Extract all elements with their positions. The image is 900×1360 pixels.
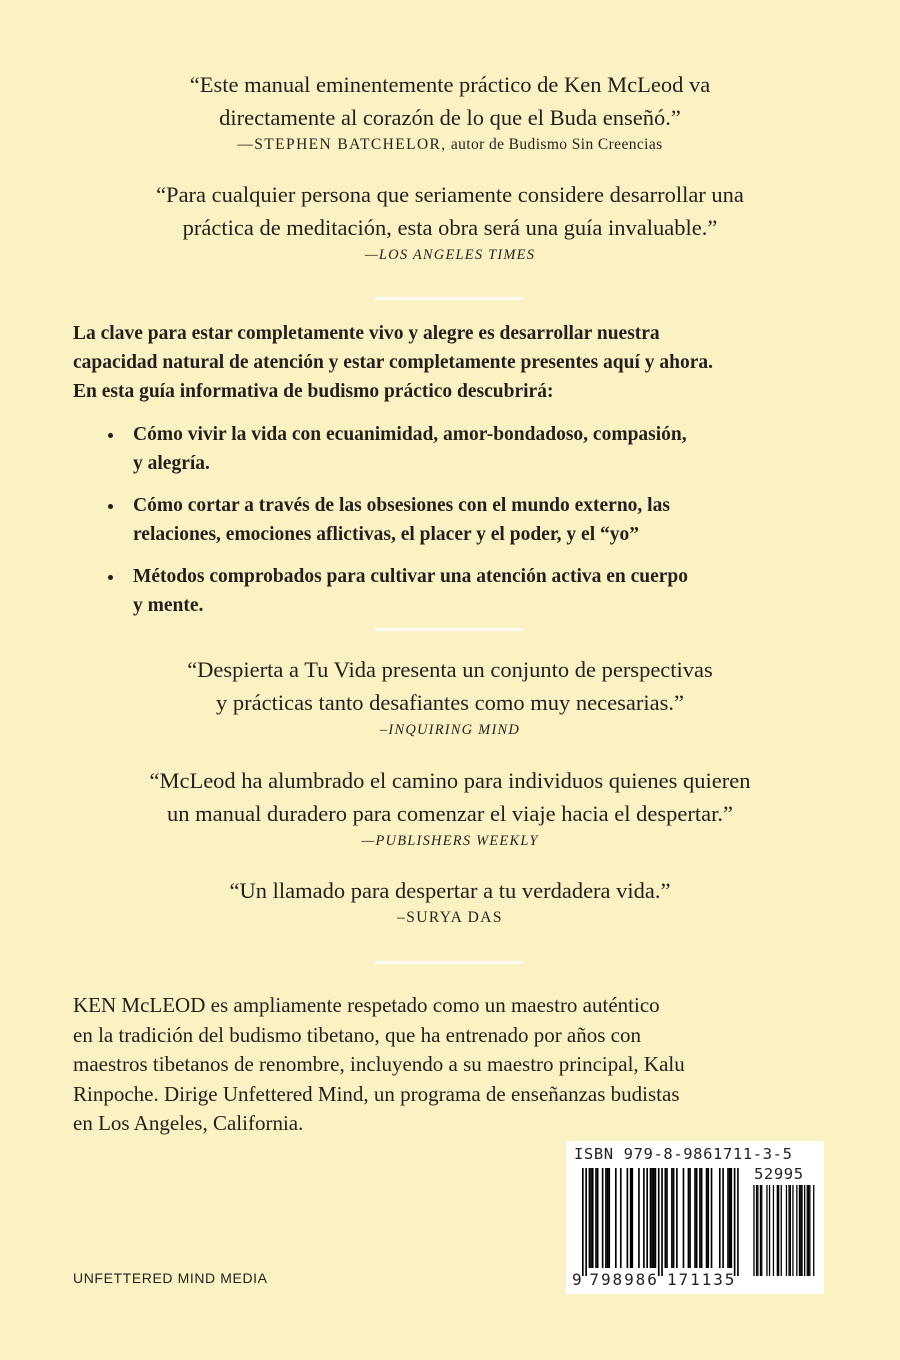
barcode-bar	[590, 1168, 592, 1268]
addon-bar	[788, 1185, 789, 1276]
addon-bar	[808, 1185, 809, 1276]
barcode-bar	[592, 1168, 594, 1268]
addon-bar	[790, 1185, 791, 1276]
barcode-bar	[719, 1168, 721, 1268]
barcode-digit: 1	[701, 1270, 712, 1289]
barcode-guard-bar	[585, 1168, 587, 1276]
addon-bar	[781, 1185, 782, 1276]
barcode-digit: 8	[635, 1270, 646, 1289]
addon-bar	[778, 1185, 779, 1276]
barcode-bar	[602, 1168, 604, 1268]
quote-text-line: “Un llamado para despertar a tu verdadera vida.”	[229, 878, 671, 903]
barcode-bar	[595, 1168, 597, 1268]
addon-bar	[761, 1185, 762, 1276]
addon-bar	[801, 1185, 802, 1276]
quote-inquiring-mind	[0, 653, 900, 741]
description-blurb	[73, 319, 843, 406]
bio-line: KEN McLEOD es ampliamente respetado como un maestro auténtico	[73, 993, 660, 1017]
quote-attribution	[0, 244, 900, 266]
list-item	[108, 420, 828, 478]
quote-batchelor	[0, 68, 900, 156]
addon-bar	[800, 1185, 801, 1276]
blurb-line: En esta guía informativa de budismo práctico descubrirá:	[73, 381, 554, 402]
list-item-line: relaciones, emociones aflictivas, el placer y el poder, y el “yo”	[133, 524, 640, 545]
bio-line: en la tradición del budismo tibetano, que ha entrenado por años con	[73, 1022, 641, 1047]
blurb-line: capacidad natural de atención y estar completamente presentes aquí y ahora.	[73, 352, 714, 373]
barcode-bar	[706, 1168, 708, 1268]
barcode-bar	[650, 1168, 652, 1268]
barcode-guard-bar	[661, 1168, 663, 1276]
barcode-digit: 8	[612, 1270, 623, 1289]
barcode-bar	[665, 1168, 667, 1268]
barcode-bar	[676, 1168, 678, 1268]
barcode-bar	[696, 1168, 698, 1268]
bullet-icon	[108, 575, 113, 580]
addon-bar	[777, 1185, 778, 1276]
isbn-label: ISBN 979-8-9861711-3-5	[574, 1145, 793, 1163]
attribution-name: —LOS ANGELES TIMES	[364, 247, 536, 263]
barcode-bar	[688, 1168, 690, 1268]
barcode-bar	[701, 1168, 703, 1268]
publisher-name: UNFETTERED MIND MEDIA	[73, 1270, 268, 1286]
barcode-digit: 6	[647, 1270, 657, 1289]
list-item-line: Métodos comprobados para cultivar una atención activa en cuerpo	[133, 566, 689, 587]
barcode-bar	[673, 1168, 675, 1268]
divider	[374, 961, 524, 964]
list-item-line: Cómo vivir la vida con ecuanimidad, amor-bondadoso, compasión,	[133, 424, 687, 445]
barcode-bar	[707, 1168, 709, 1268]
barcode-bar	[727, 1168, 729, 1268]
addon-bar	[773, 1185, 774, 1276]
barcode-digit: 7	[678, 1270, 689, 1289]
attribution-name: —PUBLISHERS WEEKLY	[361, 833, 539, 849]
barcode-bar	[630, 1168, 632, 1268]
barcode-bar	[699, 1168, 701, 1268]
quote-text-line: “McLeod ha alumbrado el camino para individuos quienes quieren	[149, 768, 751, 793]
barcode-digit: 1	[690, 1270, 700, 1289]
isbn-barcode	[566, 1141, 824, 1294]
barcode-bar	[722, 1168, 724, 1268]
addon-bar	[760, 1185, 761, 1276]
barcode-digit: 3	[713, 1270, 723, 1289]
quote-text-line: un manual duradero para comenzar el viaje hacia el despertar.”	[167, 801, 733, 826]
price-code: 52995	[754, 1165, 804, 1183]
barcode-bar	[729, 1168, 731, 1268]
barcode-bar	[711, 1168, 713, 1268]
addon-bar	[813, 1185, 814, 1276]
barcode-bar	[689, 1168, 691, 1268]
bio-line: en Los Angeles, California.	[73, 1111, 304, 1135]
addon-bar	[756, 1185, 757, 1276]
addon-bar	[792, 1185, 793, 1276]
barcode-bar	[597, 1168, 599, 1268]
quote-text-line: y prácticas tanto desafiantes como muy necesarias.”	[216, 690, 684, 715]
barcode-bar	[589, 1168, 591, 1268]
barcode-bar	[731, 1168, 733, 1268]
bio-line: maestros tibetanos de renombre, incluyendo a su maestro principal, Kalu	[73, 1052, 685, 1076]
barcode-bar	[671, 1168, 673, 1268]
quote-surya-das	[0, 874, 900, 929]
quote-attribution	[0, 907, 900, 929]
addon-bar	[799, 1185, 800, 1276]
benefit-list	[108, 420, 828, 620]
list-item	[108, 562, 828, 620]
addon-bar	[796, 1185, 797, 1276]
attribution-name: —STEPHEN BATCHELOR,	[237, 136, 447, 153]
addon-bar	[757, 1185, 758, 1276]
quote-text-line: “Este manual eminentemente práctico de Ken McLeod va	[189, 72, 711, 97]
barcode-bar	[646, 1168, 648, 1268]
barcode-bar	[666, 1168, 668, 1268]
quote-attribution	[0, 719, 900, 741]
list-item-line: y alegría.	[133, 453, 210, 474]
barcode-bar	[694, 1168, 696, 1268]
bullet-icon	[108, 504, 113, 509]
addon-bar	[807, 1185, 808, 1276]
attribution-detail: autor de Budismo Sin Creencias	[446, 136, 663, 153]
bullet-icon	[108, 433, 113, 438]
barcode-digit: 7	[589, 1270, 600, 1289]
author-bio	[73, 991, 833, 1139]
addon-bar	[809, 1185, 810, 1276]
quote-publishers-weekly	[0, 764, 900, 852]
barcode-bar	[615, 1168, 617, 1268]
barcode-bar	[651, 1168, 653, 1268]
quote-text-line: directamente al corazón de lo que el Buda enseñó.”	[219, 105, 681, 130]
barcode-bar	[607, 1168, 609, 1268]
addon-bar	[769, 1185, 770, 1276]
barcode-bar	[655, 1168, 657, 1268]
barcode-bar	[608, 1168, 610, 1268]
divider	[374, 628, 524, 631]
barcode-digit: 5	[724, 1270, 735, 1289]
addon-bar	[753, 1185, 754, 1276]
addon-bar	[766, 1185, 767, 1276]
barcode-digit: 9	[624, 1270, 634, 1289]
quote-attribution	[0, 830, 900, 852]
addon-bar	[804, 1185, 805, 1276]
bio-line: Rinpoche. Dirige Unfettered Mind, un programa de enseñanzas budistas	[73, 1081, 680, 1106]
attribution-name: –INQUIRING MIND	[379, 722, 521, 738]
barcode-bar	[683, 1168, 685, 1268]
attribution-name: –SURYA DAS	[397, 909, 503, 926]
barcode-digit: 9	[601, 1270, 611, 1289]
barcode-guard-bar	[734, 1168, 736, 1276]
barcode-bar	[632, 1168, 634, 1268]
addon-bar	[786, 1185, 787, 1276]
quote-la-times	[0, 178, 900, 266]
quote-text-line: práctica de meditación, esta obra será una guía invaluable.”	[182, 215, 718, 240]
barcode-digit: 9	[572, 1270, 582, 1289]
list-item-line: Cómo cortar a través de las obsesiones con el mundo externo, las	[133, 495, 670, 516]
list-item-line: y mente.	[133, 595, 204, 616]
barcode-bar	[605, 1168, 607, 1268]
barcode-guard-bar	[582, 1168, 584, 1276]
quote-attribution	[0, 134, 900, 156]
barcode-bar	[638, 1168, 640, 1268]
quote-text-line: “Despierta a Tu Vida presenta un conjunto de perspectivas	[187, 657, 713, 682]
divider	[374, 297, 524, 300]
barcode-guard-bar	[658, 1168, 660, 1276]
barcode-bar	[627, 1168, 629, 1268]
quote-text-line: “Para cualquier persona que seriamente considere desarrollar una	[156, 182, 744, 207]
blurb-line: La clave para estar completamente vivo y alegre es desarrollar nuestra	[73, 323, 660, 344]
barcode-guard-bar	[737, 1168, 739, 1276]
barcode-bar	[620, 1168, 622, 1268]
list-item	[108, 491, 828, 549]
barcode-digit: 1	[667, 1270, 677, 1289]
barcode-bar	[653, 1168, 655, 1268]
barcode-bar	[643, 1168, 645, 1268]
